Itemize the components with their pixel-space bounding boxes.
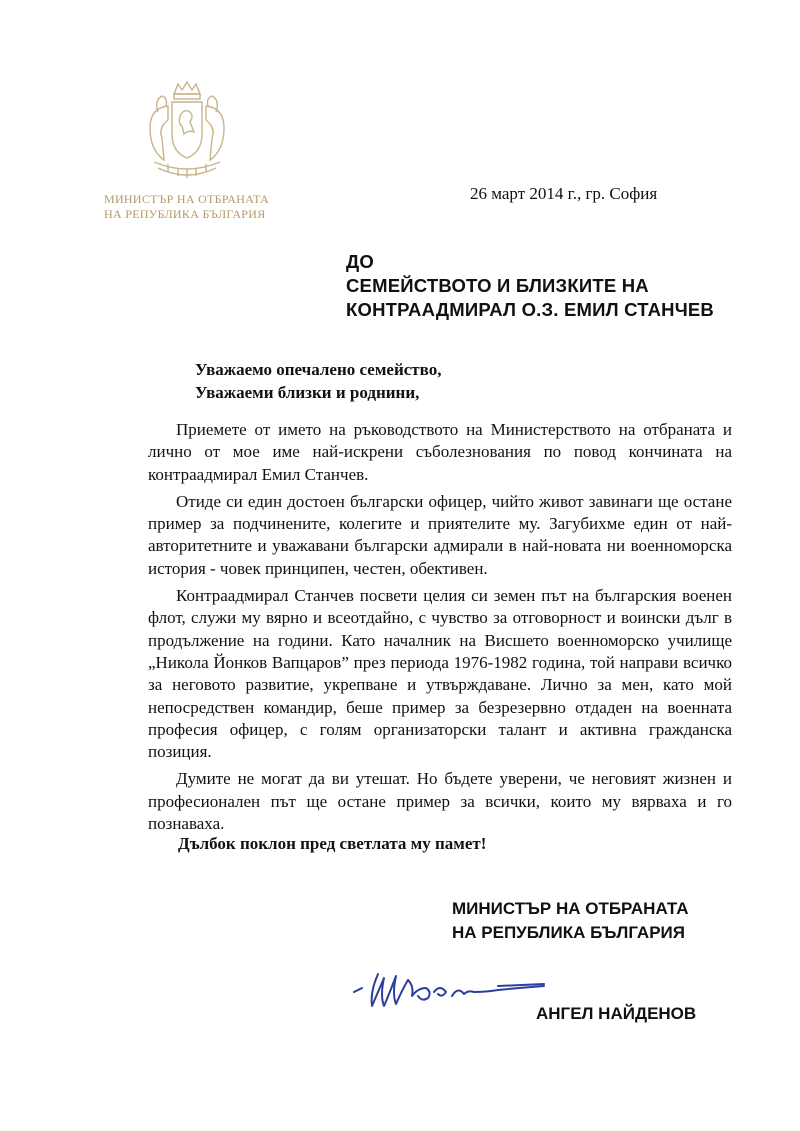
signatory-title-line-1: МИНИСТЪР НА ОТБРАНАТА [452,899,689,918]
letterhead-line-1: МИНИСТЪР НА ОТБРАНАТА [104,192,270,206]
salutation-line-2: Уважаеми близки и роднини, [195,383,420,402]
bulgarian-coat-of-arms-icon [128,76,246,194]
addressee-line-3: КОНТРААДМИРАЛ О.З. ЕМИЛ СТАНЧЕВ [346,299,714,320]
letterhead-line-2: НА РЕПУБЛИКА БЪЛГАРИЯ [104,207,266,221]
letter-body [148,419,732,840]
addressee-line-2: СЕМЕЙСТВОТО И БЛИЗКИТЕ НА [346,275,649,296]
signatory-title [452,897,688,945]
body-paragraph-3: Контраадмирал Станчев посвети целия си земен път на българския военен флот, служи му вярно и всеотдайно, с чувство за отговорност и воински дълг в продължение на години. Като началник на Висшето военноморско училище „Никола Йонков Вапцаров” през периода 1976-1982 година, той направи всичко за неговото развитие, укрепване и утвърждаване. Лично за мен, като мой непосредствен командир, беше пример за безрезервно отдаден на военната професия офицер, с голям организаторски талант и активна гражданска позиция. [148,586,732,762]
body-paragraph-2: Отиде си един достоен български офицер, чийто живот завинаги ще остане пример за подчинените, колегите и приятелите му. Загубихме един от най-авторитетните и уважавани български адмирали в най-новата ни военноморска история - човек принципен, честен, обективен. [148,491,732,578]
ministry-letterhead [104,192,284,222]
date-place: 26 март 2014 г., гр. София [470,184,658,203]
body-paragraph-4: Думите не могат да ви утешат. Но бъдете уверени, че неговият жизнен и професионален път ще остане пример за всички, които му вярваха и го познаваха. [148,769,732,834]
closing-line: Дълбок поклон пред светлата му памет! [178,834,487,853]
body-paragraph-1: Приемете от името на ръководството на Министерството на отбраната и лично от мое име най-искрени съболезнования по повод кончината на контраадмирал Емил Станчев. [148,420,732,484]
handwritten-signature-icon [348,962,558,1022]
salutation-block [195,358,441,404]
salutation-line-1: Уважаемо опечалено семейство, [195,360,442,379]
signatory-name: АНГЕЛ НАЙДЕНОВ [536,1004,697,1023]
addressee-block [346,250,714,322]
signatory-title-line-2: НА РЕПУБЛИКА БЪЛГАРИЯ [452,923,685,942]
addressee-line-1: ДО [346,251,374,272]
